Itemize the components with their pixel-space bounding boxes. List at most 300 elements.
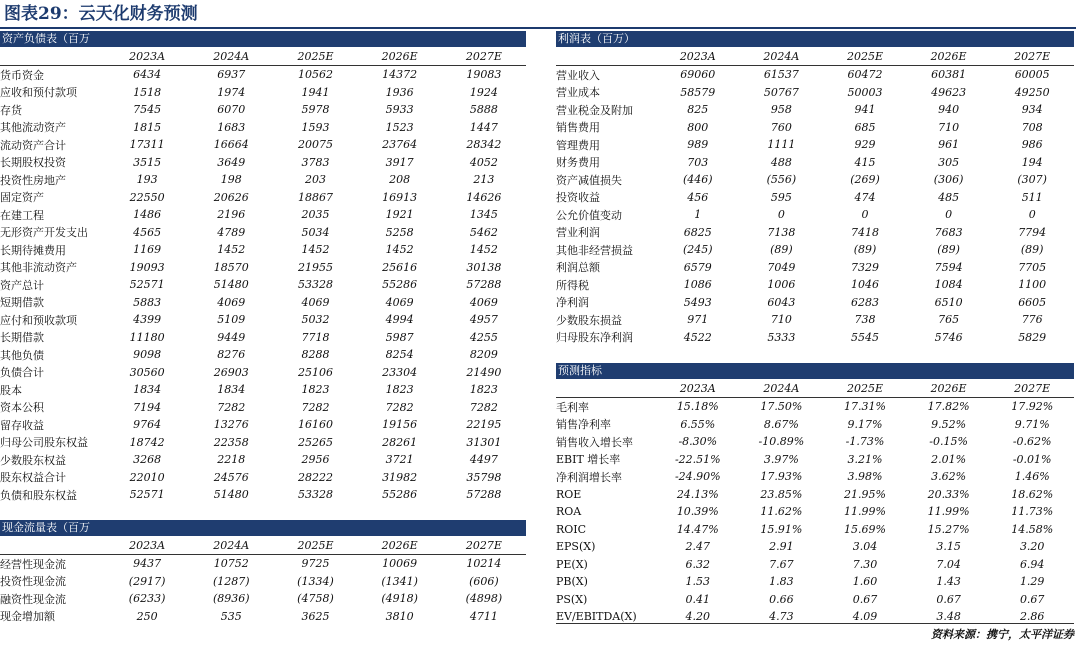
row-label: 销售收入增长率	[556, 435, 633, 449]
row-label: 营业成本	[556, 86, 600, 100]
value-cell: 765	[938, 313, 960, 327]
value-cell: -10.89%	[758, 435, 805, 449]
value-cell: 3.98%	[847, 470, 883, 484]
value-cell: 22550	[129, 190, 165, 204]
value-cell: 15.27%	[927, 522, 970, 536]
row-label: 归母股东净利润	[556, 331, 633, 345]
value-cell: 8288	[301, 348, 330, 362]
value-cell: 941	[854, 103, 876, 117]
row-label: 其他非经营损益	[556, 243, 633, 257]
table-row	[556, 259, 1074, 277]
value-cell: 7329	[850, 260, 879, 274]
value-cell: 10562	[297, 68, 333, 82]
value-cell: 1452	[469, 243, 498, 257]
table-row	[556, 591, 1074, 609]
value-cell: 19156	[382, 418, 418, 432]
row-label: 管理费用	[556, 138, 600, 152]
value-cell: 9449	[217, 330, 246, 344]
value-cell: -0.01%	[1012, 452, 1052, 466]
value-cell: 2.47	[685, 540, 711, 554]
table-row	[0, 259, 526, 277]
table-row	[0, 329, 526, 347]
table-row	[556, 171, 1074, 189]
value-cell: 4711	[469, 609, 498, 623]
year-header-blank	[0, 47, 105, 66]
table-row	[556, 398, 1074, 416]
value-cell: (2917)	[128, 574, 166, 588]
year-header-blank	[0, 536, 105, 555]
year-header-row	[556, 379, 1074, 398]
value-cell: 7194	[133, 400, 162, 414]
table-row	[556, 486, 1074, 504]
value-cell: 23304	[382, 365, 418, 379]
value-cell: 6070	[217, 103, 246, 117]
value-cell: 415	[854, 155, 876, 169]
year-header-cell: 2025E	[273, 536, 357, 555]
value-cell: 1447	[469, 120, 498, 134]
row-label: 营业税金及附加	[556, 103, 633, 117]
value-cell: 6825	[683, 225, 712, 239]
value-cell: 198	[220, 173, 242, 187]
value-cell: 15.69%	[844, 522, 886, 536]
value-cell: (4758)	[297, 592, 334, 606]
value-cell: 4.20	[685, 610, 711, 624]
value-cell: 17.92%	[1011, 400, 1054, 414]
value-cell: 5883	[133, 295, 162, 309]
value-cell: 2196	[217, 208, 246, 222]
value-cell: 16160	[297, 418, 333, 432]
value-cell: 58579	[680, 85, 716, 99]
table-row	[556, 206, 1074, 224]
table-row	[0, 399, 526, 417]
table-row	[0, 101, 526, 119]
value-cell: 7.30	[852, 557, 878, 571]
value-cell: 9.71%	[1014, 417, 1050, 431]
value-cell: 28342	[466, 138, 502, 152]
value-cell: 0	[861, 208, 869, 222]
cashflow-panel	[0, 520, 526, 625]
value-cell: 6937	[217, 68, 246, 82]
value-cell: 14.47%	[676, 522, 719, 536]
value-cell: 595	[770, 190, 792, 204]
value-cell: 0.66	[769, 592, 794, 606]
value-cell: 1924	[469, 85, 498, 99]
value-cell: 2.86	[1019, 610, 1045, 624]
value-cell: 3.20	[1019, 540, 1045, 554]
year-header-cell: 2023A	[656, 379, 740, 398]
table-row	[556, 451, 1074, 469]
table-row	[0, 241, 526, 259]
value-cell: 485	[938, 190, 960, 204]
value-cell: 1936	[385, 85, 414, 99]
value-cell: 1345	[469, 208, 498, 222]
table-row	[556, 521, 1074, 539]
row-label: 负债和股东权益	[0, 488, 77, 502]
value-cell: 9764	[133, 418, 162, 432]
value-cell: 4789	[217, 225, 246, 239]
value-cell: 1834	[217, 383, 246, 397]
value-cell: 3268	[133, 453, 162, 467]
year-header-cell: 2025E	[823, 379, 907, 398]
forecast-panel	[556, 363, 1074, 626]
value-cell: 4.73	[769, 610, 794, 624]
value-cell: 6.32	[685, 557, 711, 571]
value-cell: 0	[945, 208, 953, 222]
year-header-blank	[556, 47, 656, 66]
value-cell: 5978	[301, 103, 330, 117]
row-label: 应收和预付款项	[0, 86, 77, 100]
value-cell: 9.17%	[847, 417, 883, 431]
value-cell: 4052	[469, 155, 498, 169]
value-cell: (1341)	[381, 574, 418, 588]
value-cell: 7545	[133, 103, 162, 117]
forecast-table	[556, 379, 1074, 626]
value-cell: 14626	[466, 190, 502, 204]
income-statement-table	[556, 47, 1074, 346]
value-cell: 0	[777, 208, 785, 222]
value-cell: 703	[687, 155, 709, 169]
table-row	[0, 294, 526, 312]
row-label: 货币资金	[0, 68, 44, 82]
value-cell: (606)	[469, 574, 499, 588]
value-cell: 51480	[213, 488, 249, 502]
value-cell: 9098	[133, 348, 162, 362]
row-label: 销售费用	[556, 121, 600, 135]
value-cell: 60005	[1014, 68, 1050, 82]
value-cell: 5032	[301, 313, 330, 327]
value-cell: 10214	[466, 557, 502, 571]
value-cell: 1100	[1018, 278, 1047, 292]
table-row	[556, 294, 1074, 312]
value-cell: 1815	[133, 120, 162, 134]
row-label: 营业收入	[556, 68, 600, 82]
value-cell: 7705	[1018, 260, 1047, 274]
row-label: 应付和预收款项	[0, 313, 77, 327]
value-cell: 50767	[763, 85, 799, 99]
row-label: 其他流动资产	[0, 121, 66, 135]
value-cell: 28261	[382, 435, 418, 449]
value-cell: 14372	[382, 68, 418, 82]
table-row	[556, 224, 1074, 242]
value-cell: 8.67%	[763, 417, 799, 431]
value-cell: 1518	[133, 85, 162, 99]
value-cell: 0.67	[936, 592, 961, 606]
value-cell: 3.97%	[763, 452, 799, 466]
row-label: 股东权益合计	[0, 471, 66, 485]
row-label: EBIT 增长率	[556, 453, 621, 467]
value-cell: 1593	[301, 120, 330, 134]
value-cell: 1486	[133, 208, 162, 222]
value-cell: 3.62%	[931, 470, 967, 484]
row-label: 流动资产合计	[0, 138, 66, 152]
value-cell: 535	[220, 609, 242, 623]
table-row	[556, 276, 1074, 294]
row-label: ROA	[556, 505, 582, 519]
value-cell: 986	[1021, 138, 1043, 152]
value-cell: 929	[854, 138, 876, 152]
value-cell: -0.62%	[1012, 435, 1052, 449]
row-label: 财务费用	[556, 156, 600, 170]
value-cell: 20075	[297, 138, 333, 152]
value-cell: 213	[473, 173, 495, 187]
value-cell: 3.48	[936, 610, 961, 624]
value-cell: 1.53	[685, 575, 711, 589]
value-cell: (4898)	[465, 592, 503, 606]
year-header-cell: 2025E	[273, 47, 357, 66]
source-note: 资料来源：携宁，太平洋证券	[931, 628, 1074, 641]
value-cell: 69060	[680, 68, 716, 82]
value-cell: 22358	[213, 435, 249, 449]
value-cell: 3917	[385, 155, 414, 169]
value-cell: 4497	[469, 453, 498, 467]
year-header-blank	[556, 379, 656, 398]
value-cell: 11.62%	[760, 505, 803, 519]
table-row	[556, 556, 1074, 574]
value-cell: 1086	[683, 278, 712, 292]
row-label: 营业利润	[556, 226, 600, 240]
value-cell: (446)	[683, 173, 713, 187]
table-row	[556, 136, 1074, 154]
year-header-cell: 2024A	[189, 536, 273, 555]
value-cell: 11180	[129, 330, 165, 344]
value-cell: 1.60	[852, 575, 878, 589]
cashflow-table	[0, 536, 526, 625]
row-label: 投资收益	[556, 191, 600, 205]
value-cell: 3810	[385, 609, 414, 623]
value-cell: 934	[1021, 103, 1043, 117]
value-cell: 16913	[382, 190, 418, 204]
value-cell: (8936)	[212, 592, 250, 606]
value-cell: 21.95%	[844, 487, 886, 501]
value-cell: 5493	[683, 295, 712, 309]
value-cell: 710	[938, 120, 960, 134]
value-cell: 7718	[301, 330, 330, 344]
value-cell: 9437	[133, 557, 162, 571]
value-cell: 53328	[297, 488, 333, 502]
value-cell: 6579	[683, 260, 712, 274]
value-cell: 194	[1021, 155, 1043, 169]
value-cell: 1834	[133, 383, 162, 397]
value-cell: 7282	[217, 400, 246, 414]
row-label: 利润总额	[556, 261, 600, 275]
value-cell: 511	[1021, 190, 1043, 204]
value-cell: 1.46%	[1014, 470, 1050, 484]
value-cell: 60381	[931, 68, 967, 82]
value-cell: 800	[687, 120, 709, 134]
row-label: 固定资产	[0, 191, 44, 205]
table-row	[0, 573, 526, 591]
row-label: 长期股权投资	[0, 156, 66, 170]
value-cell: 193	[136, 173, 158, 187]
value-cell: 1	[694, 208, 702, 222]
row-label: 融资性现金流	[0, 592, 66, 606]
table-row	[0, 434, 526, 452]
value-cell: 710	[770, 313, 792, 327]
row-label: 股本	[0, 383, 22, 397]
table-row	[0, 189, 526, 207]
table-row	[556, 66, 1074, 84]
income-statement-header: 利润表（百万）	[556, 31, 1074, 47]
value-cell: 1006	[767, 278, 796, 292]
value-cell: (269)	[850, 173, 880, 187]
row-label: 归母公司股东权益	[0, 436, 88, 450]
value-cell: 2218	[217, 453, 246, 467]
value-cell: (6233)	[128, 592, 166, 606]
value-cell: 50003	[847, 85, 883, 99]
value-cell: 17.82%	[927, 400, 970, 414]
value-cell: 2956	[301, 453, 330, 467]
value-cell: 10069	[382, 557, 418, 571]
value-cell: 60472	[847, 68, 883, 82]
value-cell: 4957	[469, 313, 498, 327]
value-cell: 13276	[213, 418, 249, 432]
value-cell: 685	[854, 120, 876, 134]
value-cell: 7.67	[769, 557, 794, 571]
table-row	[0, 136, 526, 154]
value-cell: 4255	[469, 330, 498, 344]
value-cell: 22195	[466, 418, 502, 432]
row-label: 投资性房地产	[0, 173, 66, 187]
row-label: 负债合计	[0, 366, 44, 380]
year-header-cell: 2027E	[990, 379, 1074, 398]
row-label: PB(X)	[556, 575, 588, 589]
value-cell: 5034	[301, 225, 330, 239]
value-cell: 23764	[382, 138, 418, 152]
row-label: 在建工程	[0, 208, 44, 222]
value-cell: 0	[1028, 208, 1036, 222]
table-row	[0, 451, 526, 469]
year-header-cell: 2027E	[990, 47, 1074, 66]
value-cell: 456	[687, 190, 709, 204]
year-header-cell: 2023A	[656, 47, 740, 66]
table-row	[0, 555, 526, 573]
value-cell: 53328	[297, 278, 333, 292]
value-cell: (89)	[853, 243, 877, 257]
balance-sheet-table	[0, 47, 526, 504]
value-cell: 10752	[213, 557, 249, 571]
table-row	[0, 486, 526, 504]
table-row	[556, 101, 1074, 119]
year-header-cell: 2025E	[823, 47, 907, 66]
value-cell: 958	[770, 103, 792, 117]
value-cell: 9725	[301, 557, 330, 571]
value-cell: 1046	[850, 278, 879, 292]
value-cell: 7594	[934, 260, 963, 274]
value-cell: 35798	[466, 470, 502, 484]
value-cell: 17311	[129, 138, 165, 152]
value-cell: 61537	[763, 68, 799, 82]
value-cell: 474	[854, 190, 876, 204]
balance-sheet-panel	[0, 31, 526, 504]
row-label: 短期借款	[0, 296, 44, 310]
value-cell: 250	[136, 609, 158, 623]
value-cell: -24.90%	[674, 470, 721, 484]
value-cell: 1111	[767, 138, 796, 152]
table-row	[556, 433, 1074, 451]
table-row	[556, 416, 1074, 434]
value-cell: -8.30%	[678, 435, 718, 449]
value-cell: (1287)	[212, 574, 250, 588]
row-label: 长期借款	[0, 331, 44, 345]
page-title: 图表29：云天化财务预测	[4, 4, 198, 24]
value-cell: 15.18%	[676, 400, 719, 414]
value-cell: -1.73%	[845, 435, 885, 449]
row-label: 长期待摊费用	[0, 243, 66, 257]
value-cell: 3.04	[852, 540, 878, 554]
value-cell: 30138	[466, 260, 502, 274]
value-cell: 18570	[213, 260, 249, 274]
value-cell: 7.04	[936, 557, 961, 571]
value-cell: 31301	[466, 435, 502, 449]
table-row	[0, 346, 526, 364]
table-row	[0, 119, 526, 137]
value-cell: 1921	[385, 208, 414, 222]
table-row	[556, 503, 1074, 521]
year-header-cell: 2023A	[105, 47, 189, 66]
table-row	[0, 206, 526, 224]
value-cell: 7049	[767, 260, 796, 274]
value-cell: 3.15	[936, 540, 961, 554]
value-cell: 5746	[934, 330, 963, 344]
value-cell: 17.31%	[844, 400, 886, 414]
table-row	[0, 364, 526, 382]
value-cell: 3.21%	[847, 452, 883, 466]
value-cell: 11.73%	[1011, 505, 1054, 519]
row-label: 资产减值损失	[556, 173, 622, 187]
value-cell: (306)	[933, 173, 964, 187]
value-cell: 7282	[385, 400, 414, 414]
value-cell: 3649	[217, 155, 246, 169]
value-cell: 6605	[1018, 295, 1047, 309]
table-row	[0, 590, 526, 608]
year-header-cell: 2024A	[740, 379, 824, 398]
value-cell: 4994	[385, 313, 414, 327]
value-cell: 21955	[297, 260, 333, 274]
value-cell: 5987	[385, 330, 414, 344]
value-cell: 3515	[133, 155, 162, 169]
value-cell: 1523	[385, 120, 414, 134]
value-cell: 7418	[850, 225, 879, 239]
value-cell: 51480	[213, 278, 249, 292]
value-cell: (4918)	[381, 592, 418, 606]
table-row	[556, 329, 1074, 347]
table-row	[0, 154, 526, 172]
value-cell: 3783	[301, 155, 330, 169]
value-cell: -0.15%	[929, 435, 968, 449]
value-cell: 55286	[382, 488, 418, 502]
value-cell: 3721	[385, 453, 414, 467]
value-cell: 7683	[934, 225, 963, 239]
value-cell: 18742	[129, 435, 165, 449]
value-cell: 10.39%	[676, 505, 719, 519]
value-cell: 6283	[850, 295, 879, 309]
value-cell: 19093	[129, 260, 165, 274]
value-cell: 776	[1021, 313, 1043, 327]
value-cell: 488	[770, 155, 792, 169]
table-row	[0, 84, 526, 102]
value-cell: 738	[854, 313, 876, 327]
value-cell: (245)	[683, 243, 713, 257]
value-cell: 22010	[129, 470, 165, 484]
year-header-cell: 2023A	[105, 536, 189, 555]
table-row	[0, 224, 526, 242]
value-cell: 4069	[469, 295, 498, 309]
value-cell: 203	[304, 173, 326, 187]
row-label: 资产总计	[0, 278, 44, 292]
row-label: 其他负债	[0, 348, 44, 362]
value-cell: 25616	[382, 260, 418, 274]
value-cell: 4.09	[852, 610, 878, 624]
